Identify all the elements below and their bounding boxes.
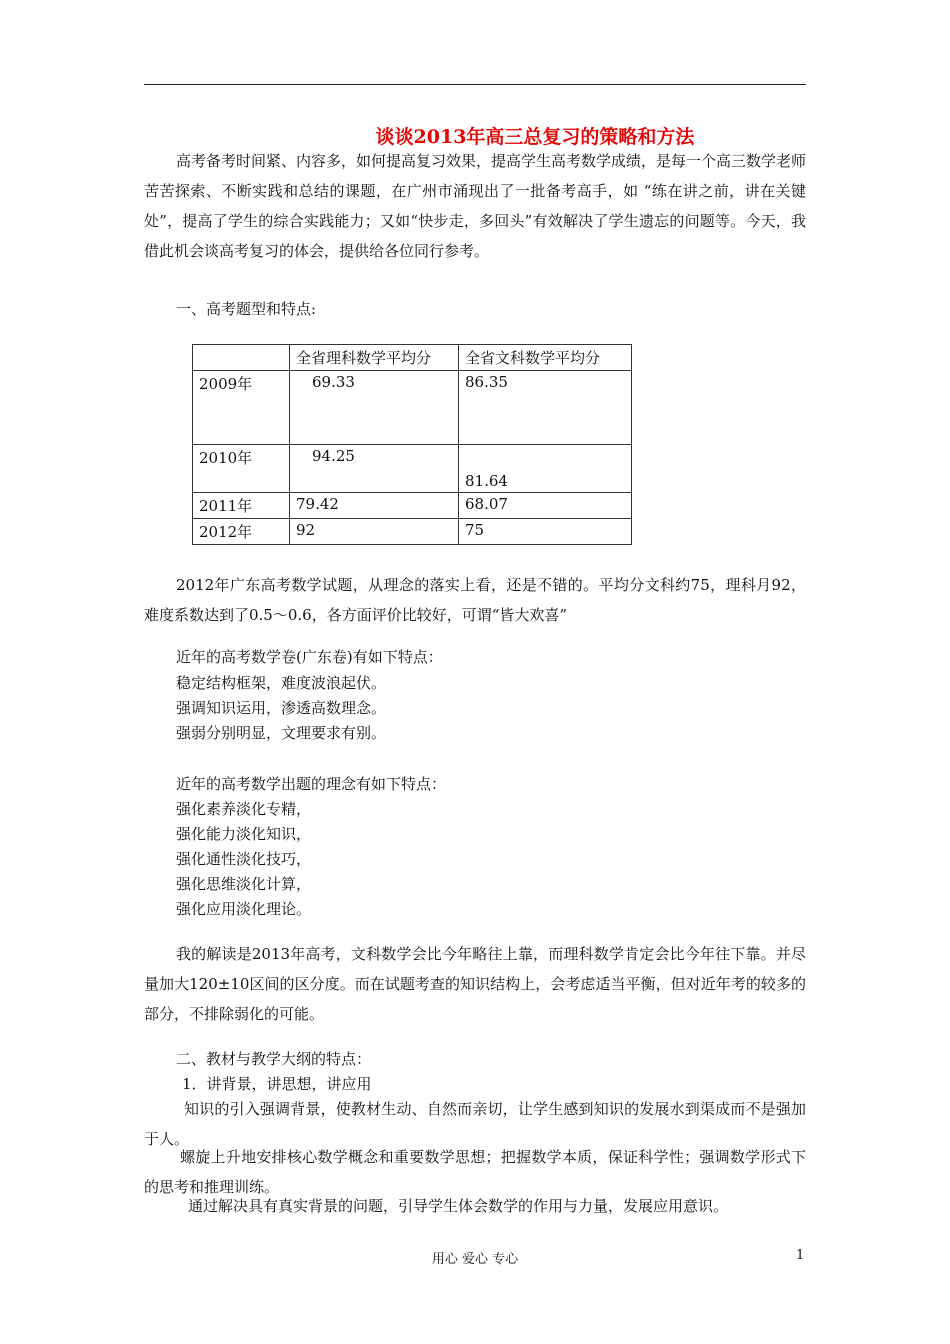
- table-cell-year: 2011年: [193, 493, 290, 519]
- feature-item: 强弱分别明显，文理要求有别。: [176, 724, 387, 742]
- table-cell-arts: 86.35: [459, 371, 632, 445]
- document-title: 谈谈2013年高三总复习的策略和方法: [375, 126, 695, 148]
- table-row: [193, 371, 632, 445]
- table-header-row: [193, 345, 632, 371]
- page-number: 1: [796, 1248, 805, 1263]
- score-table: [192, 344, 632, 545]
- idea-item: 强化能力淡化知识，: [176, 825, 312, 843]
- table-header-cell: 全省理科数学平均分: [290, 345, 459, 371]
- table-cell-science: 94.25: [290, 445, 459, 493]
- table-row: [193, 493, 632, 519]
- idea-item: 强化素养淡化专精，: [176, 800, 312, 818]
- table-cell-year: 2009年: [193, 371, 290, 445]
- point1-paragraph: 螺旋上升地安排核心数学概念和重要数学思想；把握数学本质，保证科学性；强调数学形式下的思考和推理训练。: [144, 1148, 806, 1196]
- point1-paragraph: 知识的引入强调背景，使教材生动、自然而亲切，让学生感到知识的发展水到渠成而不是强加于人。: [144, 1100, 806, 1148]
- feature-item: 强调知识运用，渗透高数理念。: [176, 699, 387, 717]
- table-cell-science: 69.33: [290, 371, 459, 445]
- section1-heading: 一、高考题型和特点:: [176, 300, 317, 318]
- section2-heading: 二、教材与教学大纲的特点：: [176, 1050, 372, 1068]
- table-header-cell: 全省文科数学平均分: [459, 345, 632, 371]
- interpretation-paragraph: 我的解读是2013年高考，文科数学会比今年略往上靠，而理科数学肯定会比今年往下靠。并尽量加大120±10区间的区分度。而在试题考查的知识结构上，会考虑适当平衡，但对近年考的较多的部分，不排除弱化的可能。: [144, 945, 806, 1023]
- table-cell-arts: 81.64: [459, 445, 632, 493]
- table-cell-science: 79.42: [290, 493, 459, 519]
- para-2012: 2012年广东高考数学试题，从理念的落实上看，还是不错的。平均分文科约75，理科月92，难度系数达到了0.5～0.6，各方面评价比较好，可谓“皆大欢喜”: [144, 576, 806, 624]
- table-cell-science: 92: [290, 519, 459, 545]
- intro-paragraph: 高考备考时间紧、内容多，如何提高复习效果，提高学生高考数学成绩，是每一个高三数学老师苦苦探索、不断实践和总结的课题，在广州市涌现出了一批备考高手，如 “练在讲之前，讲在关键处”，提高了学生的综合实践能力；又如“快步走，多回头”有效解决了学生遗忘的问题等。今天，我借此机会谈高考复习的体会，提供给各位同行参考。: [144, 152, 807, 260]
- point1-heading: 1．讲背景，讲思想，讲应用: [182, 1075, 372, 1093]
- idea-item: 强化通性淡化技巧，: [176, 850, 312, 868]
- table-cell-arts: 68.07: [459, 493, 632, 519]
- table-cell-year: 2010年: [193, 445, 290, 493]
- features-heading: 近年的高考数学卷(广东卷)有如下特点：: [176, 648, 443, 666]
- idea-item: 强化思维淡化计算，: [176, 875, 312, 893]
- table-header-cell: [193, 345, 290, 371]
- table-row: [193, 445, 632, 493]
- table-cell-arts: 75: [459, 519, 632, 545]
- table-row: [193, 519, 632, 545]
- feature-item: 稳定结构框架，难度波浪起伏。: [176, 674, 387, 692]
- table-cell-year: 2012年: [193, 519, 290, 545]
- point1-paragraph: 通过解决具有真实背景的问题，引导学生体会数学的作用与力量，发展应用意识。: [188, 1197, 729, 1215]
- ideas-heading: 近年的高考数学出题的理念有如下特点：: [176, 775, 447, 793]
- idea-item: 强化应用淡化理论。: [176, 900, 312, 918]
- footer-slogan: 用心 爱心 专心: [431, 1252, 519, 1267]
- header-rule: [144, 84, 806, 85]
